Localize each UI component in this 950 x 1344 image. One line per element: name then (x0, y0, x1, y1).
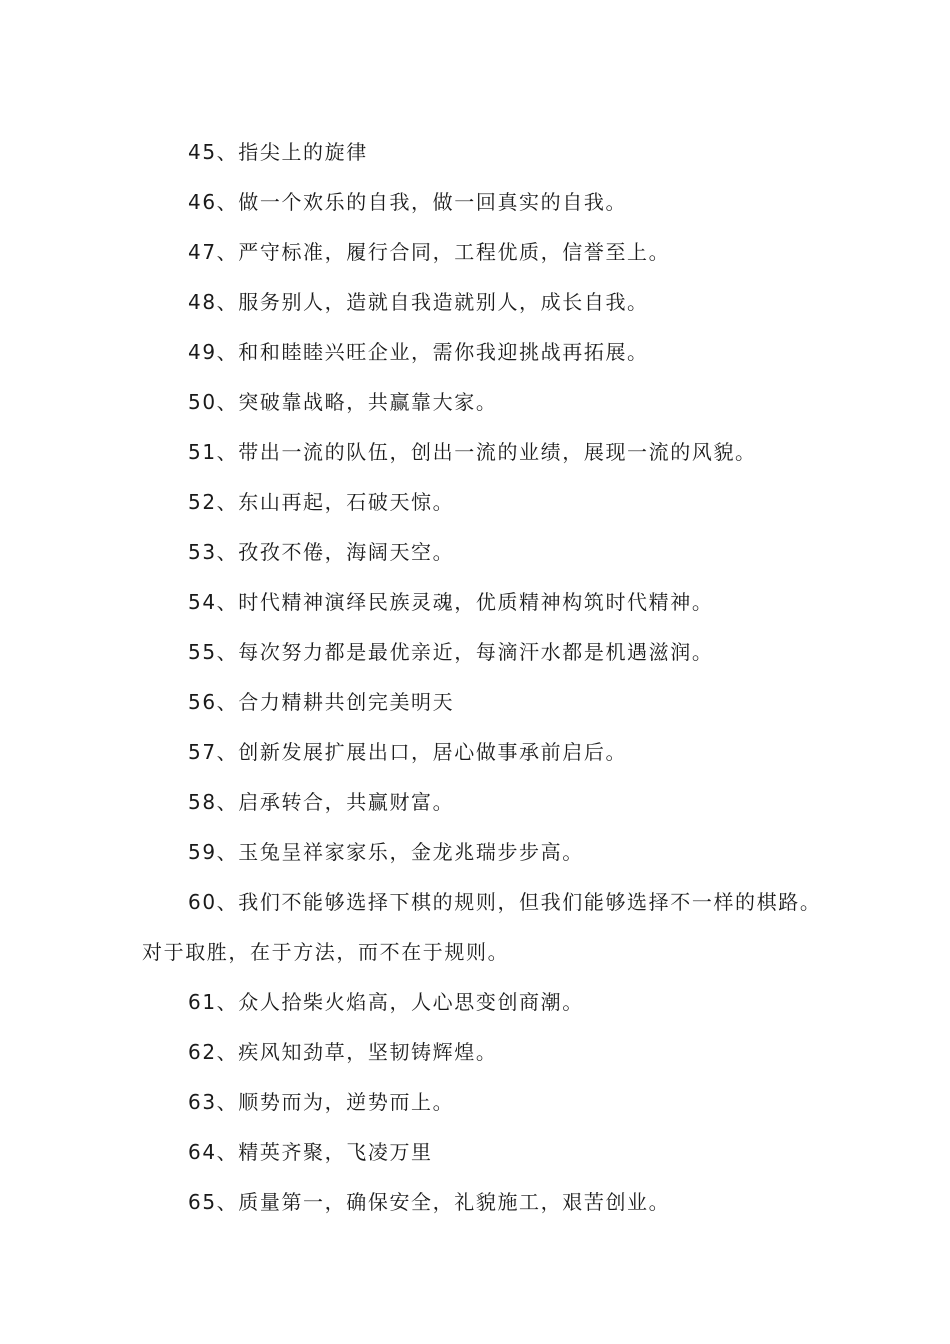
slogan-item-50: 50、突破靠战略，共赢靠大家。 (188, 390, 498, 414)
slogan-item-58: 58、启承转合，共赢财富。 (188, 790, 455, 814)
slogan-item-52: 52、东山再起，石破天惊。 (188, 490, 455, 514)
slogan-item-63: 63、顺势而为，逆势而上。 (188, 1090, 455, 1114)
slogan-item-65: 65、质量第一，确保安全，礼貌施工，艰苦创业。 (188, 1190, 671, 1214)
slogan-item-61: 61、众人拾柴火焰高，人心思变创商潮。 (188, 990, 584, 1014)
slogan-item-54: 54、时代精神演绎民族灵魂，优质精神构筑时代精神。 (188, 590, 714, 614)
slogan-item-59: 59、玉兔呈祥家家乐，金龙兆瑞步步高。 (188, 840, 584, 864)
slogan-item-48: 48、服务别人，造就自我造就别人，成长自我。 (188, 290, 649, 314)
slogan-list (142, 127, 822, 1227)
slogan-item-49: 49、和和睦睦兴旺企业，需你我迎挑战再拓展。 (188, 340, 649, 364)
slogan-item-57: 57、创新发展扩展出口，居心做事承前启后。 (188, 740, 628, 764)
slogan-item-45: 45、指尖上的旋律 (188, 140, 368, 164)
slogan-item-56: 56、合力精耕共创完美明天 (188, 690, 455, 714)
slogan-item-46: 46、做一个欢乐的自我，做一回真实的自我。 (188, 190, 628, 214)
slogan-item-64: 64、精英齐聚，飞凌万里 (188, 1140, 433, 1164)
slogan-item-53: 53、孜孜不倦，海阔天空。 (188, 540, 455, 564)
slogan-item-60: 60、我们不能够选择下棋的规则，但我们能够选择不一样的棋路。对于取胜，在于方法，而不在于规则。 (142, 890, 822, 964)
slogan-item-55: 55、每次努力都是最优亲近，每滴汗水都是机遇滋润。 (188, 640, 714, 664)
slogan-item-47: 47、严守标准，履行合同，工程优质，信誉至上。 (188, 240, 671, 264)
slogan-item-51: 51、带出一流的队伍，创出一流的业绩，展现一流的风貌。 (188, 440, 757, 464)
slogan-item-62: 62、疾风知劲草，坚韧铸辉煌。 (188, 1040, 498, 1064)
